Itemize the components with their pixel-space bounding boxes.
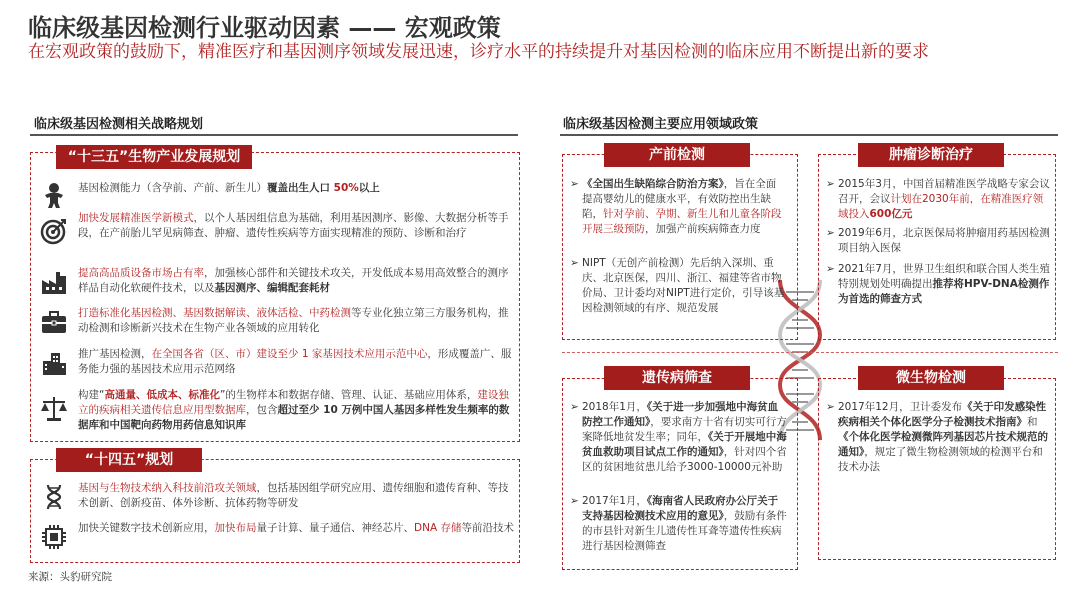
factory-icon <box>40 268 68 296</box>
plan13-item <box>40 266 518 298</box>
text-run: 量子计算、量子通信、神经芯片、 <box>256 522 414 534</box>
text-run: 2019年6月，北京医保局将肿瘤用药基因检测项目纳入医保 <box>838 227 1050 254</box>
item-text <box>78 306 518 336</box>
text-run: ，加强产前疾病筛查力度 <box>645 223 761 235</box>
text-run: 《关于进一步加强地中海贫血防控工作通知》 <box>582 401 779 428</box>
item-text <box>78 388 518 433</box>
bullet-icon: ➢ <box>826 227 835 239</box>
prenatal-tag: 产前检测 <box>604 143 750 167</box>
prenatal-point <box>570 256 786 316</box>
text-run: ，形成覆盖广、服务能力强的基因技术应用示范网络 <box>78 348 512 375</box>
text-run: ，旨在全面提高婴幼儿的健康水平，有效防控出生缺陷， <box>582 178 777 220</box>
prenatal-point <box>570 177 786 237</box>
text-run: 建设独立的疾病相关遗传信息应用型数据库 <box>78 389 509 416</box>
text-run: ，包含 <box>246 404 278 416</box>
plan14-item <box>40 521 518 553</box>
text-run: 推广基因检测， <box>78 348 152 360</box>
text-run: 基因检测能力（含孕前、产前、新生儿） <box>78 182 267 194</box>
text-run: 《关于开展地中海贫血救助项目试点工作的通知》 <box>582 431 787 458</box>
left-heading-underline <box>30 134 518 136</box>
target-icon <box>40 217 68 245</box>
text-run: 以上 <box>358 182 380 194</box>
genetic-tag: 遗传病筛查 <box>604 366 750 390</box>
right-heading-underline <box>560 134 1058 136</box>
text-run: 《全国出生缺陷综合防治方案》 <box>582 178 724 190</box>
text-run: 2017年12月，卫计委发布 <box>838 401 963 413</box>
tumor-point <box>826 226 1050 256</box>
text-run: 加快发展精准医学新模式 <box>78 212 194 224</box>
text-run: 2017年1月， <box>582 495 647 507</box>
text-run: 等专业化独立第三方服务机构，推动检测和诊断新兴技术在生物产业各领域的应用转化 <box>78 307 509 334</box>
text-run: ，要求南方十省有切实可行方案降低地贫发生率；同年， <box>582 416 787 443</box>
text-run: 加快布局 <box>214 522 257 534</box>
text-run: 基因与生物技术纳入科技前沿攻关领域 <box>78 482 257 494</box>
text-run: 提高高品质设备市场占有率 <box>78 267 204 279</box>
text-run: 2015年3月，中国首届精准医学战略专家会议召开，会议 <box>838 178 1050 205</box>
text-run: ，规定了微生物检测领域的检测平台和技术办法 <box>838 446 1043 473</box>
plan13-item <box>40 211 518 257</box>
text-run: ，鼓励有条件的市县针对新生儿遗传性耳聋等遗传性疾病进行基因检测筛查 <box>582 510 787 552</box>
text-run: 高通量、低成本、标准化 <box>104 389 220 401</box>
bullet-icon: ➢ <box>570 257 579 269</box>
right-section-heading: 临床级基因检测主要应用领域政策 <box>563 117 759 132</box>
text-run: 《海南省人民政府办公厅关于支持基因检测技术应用的意见》 <box>582 495 779 522</box>
briefcase-icon <box>40 308 68 336</box>
item-text <box>78 181 518 196</box>
text-run: 针对孕前、孕期、新生儿和儿童各阶段开展三级预防 <box>582 208 782 235</box>
plan13-item <box>40 306 518 338</box>
microbe-point <box>826 400 1050 475</box>
text-run: 《关于印发感染性疾病相关个体化医学分子检测技术指南》 <box>838 401 1047 428</box>
right-middle-divider <box>562 352 1058 353</box>
text-run: 加快关键数字技术创新应用， <box>78 522 215 534</box>
baby-icon <box>40 181 68 209</box>
item-text <box>78 521 518 536</box>
plan13-item <box>40 347 518 379</box>
bullet-icon: ➢ <box>570 178 579 190</box>
text-run: 计划在2030年前，在精准医疗领域投入 <box>838 193 1044 220</box>
text-run: 推荐将HPV-DNA检测作为首选的筛查方式 <box>838 278 1050 305</box>
source-note: 来源：头豹研究院 <box>28 571 112 583</box>
text-run: 2021年7月，世界卫生组织和联合国人类生殖特别规划处明确提出 <box>838 263 1050 290</box>
genetic-point <box>570 494 788 554</box>
plan14-item <box>40 481 518 513</box>
text-run: 《个体化医学检测微阵列基因芯片技术规范的通知》 <box>838 431 1048 458</box>
tumor-point <box>826 177 1050 222</box>
bullet-icon: ➢ <box>826 263 835 275</box>
text-run: 打造标准化基因检测、基因数据解读、液体活检、中药检测 <box>78 307 351 319</box>
text-run: ，包括基因组学研究应用、遗传细胞和遗传育种、等技术创新、创新疫苗、体外诊断、抗体药物等研发 <box>78 482 509 509</box>
text-run: 基因测序、编辑配套耗材 <box>214 282 330 294</box>
plan13-tag: “十三五”生物产业发展规划 <box>56 145 252 169</box>
bullet-icon: ➢ <box>570 401 579 413</box>
bullet-icon: ➢ <box>826 178 835 190</box>
text-run: 600亿元 <box>869 208 913 220</box>
text-run: 构建“ <box>78 389 105 401</box>
text-run: DNA 存储 <box>414 522 462 534</box>
text-run: 2018年1月， <box>582 401 647 413</box>
text-run: 超过至少 10 万例中国人基因多样性发生频率的数据库和中国靶向药物用药信息知识库 <box>78 404 510 431</box>
microbe-tag: 微生物检测 <box>858 366 1004 390</box>
tumor-tag: 肿瘤诊断治疗 <box>858 143 1004 167</box>
text-run: 和 <box>1027 416 1038 428</box>
page-subtitle: 在宏观政策的鼓励下，精准医疗和基因测序领域发展迅速，诊疗水平的持续提升对基因检测的临床应用不断提出新的要求 <box>28 42 929 62</box>
item-text <box>78 266 518 296</box>
dna-icon <box>40 483 68 511</box>
text-run: ，针对四个省区的贫困地贫患儿给予3000-10000元补助 <box>582 446 787 473</box>
chip-icon <box>40 523 68 551</box>
buildings-icon <box>40 349 68 377</box>
balance-icon <box>40 394 68 422</box>
page-title: 临床级基因检测行业驱动因素 —— 宏观政策 <box>28 14 501 42</box>
left-section-heading: 临床级基因检测相关战略规划 <box>34 117 204 132</box>
item-text <box>78 211 518 241</box>
item-text <box>78 481 518 511</box>
item-text <box>78 347 518 377</box>
text-run: 50% <box>333 182 359 194</box>
tumor-point <box>826 262 1050 307</box>
plan13-item <box>40 388 518 434</box>
text-run: 覆盖出生人口 <box>267 182 334 194</box>
plan13-item <box>40 181 518 203</box>
bullet-icon: ➢ <box>826 401 835 413</box>
bullet-icon: ➢ <box>570 495 579 507</box>
text-run: 在全国各省（区、市）建设至少 1 家基因技术应用示范中心 <box>151 348 428 360</box>
text-run: ，以个人基因组信息为基础，利用基因测序、影像、大数据分析等手段，在产前胎儿罕见病筛查、肿瘤、遗传性疾病等方面实现精准的预防、诊断和治疗 <box>78 212 509 239</box>
text-run: ”的生物样本和数据存储、管理、认证、基础应用体系， <box>219 389 478 401</box>
text-run: 等前沿技术 <box>461 522 514 534</box>
genetic-point <box>570 400 788 475</box>
plan14-tag: “十四五”规划 <box>56 448 202 472</box>
text-run: ，加强核心部件和关键技术攻关，开发低成本易用高效整合的测序样品自动化软硬件技术，以及 <box>78 267 509 294</box>
text-run: NIPT（无创产前检测）先后纳入深圳、重庆、北京医保，四川、浙江、福建等省市物价局、卫计委均对NIPT进行定价，引导该基因检测领域的有序、规范发展 <box>582 257 785 314</box>
